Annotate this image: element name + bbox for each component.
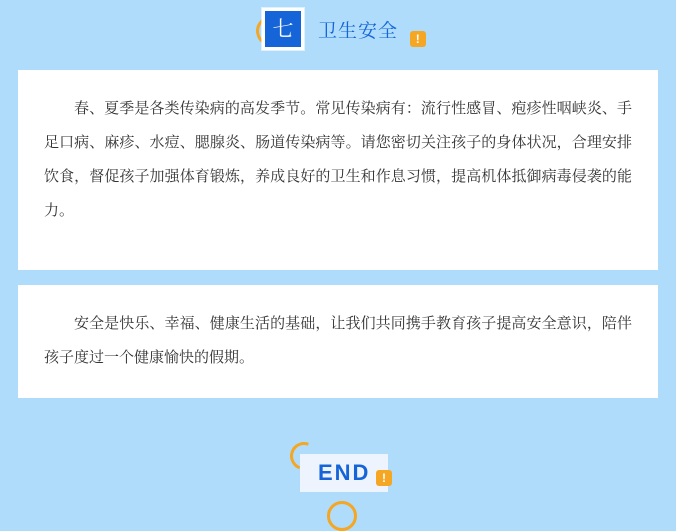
decorative-circle-icon	[327, 501, 357, 531]
end-label: END	[300, 454, 388, 492]
content-card-1	[18, 70, 658, 270]
warning-icon: !	[376, 470, 392, 486]
header-inner	[262, 8, 426, 50]
paragraph-text: 春、夏季是各类传染病的高发季节。常见传染病有：流行性感冒、疱疹性咽峡炎、手足口病、麻疹、水痘、腮腺炎、肠道传染病等。请您密切关注孩子的身体状况，合理安排饮食，督促孩子加强体育锻炼，养成良好的卫生和作息习惯，提高机体抵御病毒侵袭的能力。	[44, 100, 632, 219]
warning-icon: !	[410, 31, 426, 47]
paragraph-text: 安全是快乐、幸福、健康生活的基础，让我们共同携手教育孩子提高安全意识，陪伴孩子度过一个健康愉快的假期。	[44, 315, 632, 366]
section-number-badge: 七	[262, 8, 304, 50]
section-footer	[0, 420, 676, 515]
page-title	[318, 16, 426, 46]
page-title-text: 卫生安全	[318, 20, 399, 42]
content-card-2	[18, 285, 658, 398]
section-header	[0, 8, 676, 64]
